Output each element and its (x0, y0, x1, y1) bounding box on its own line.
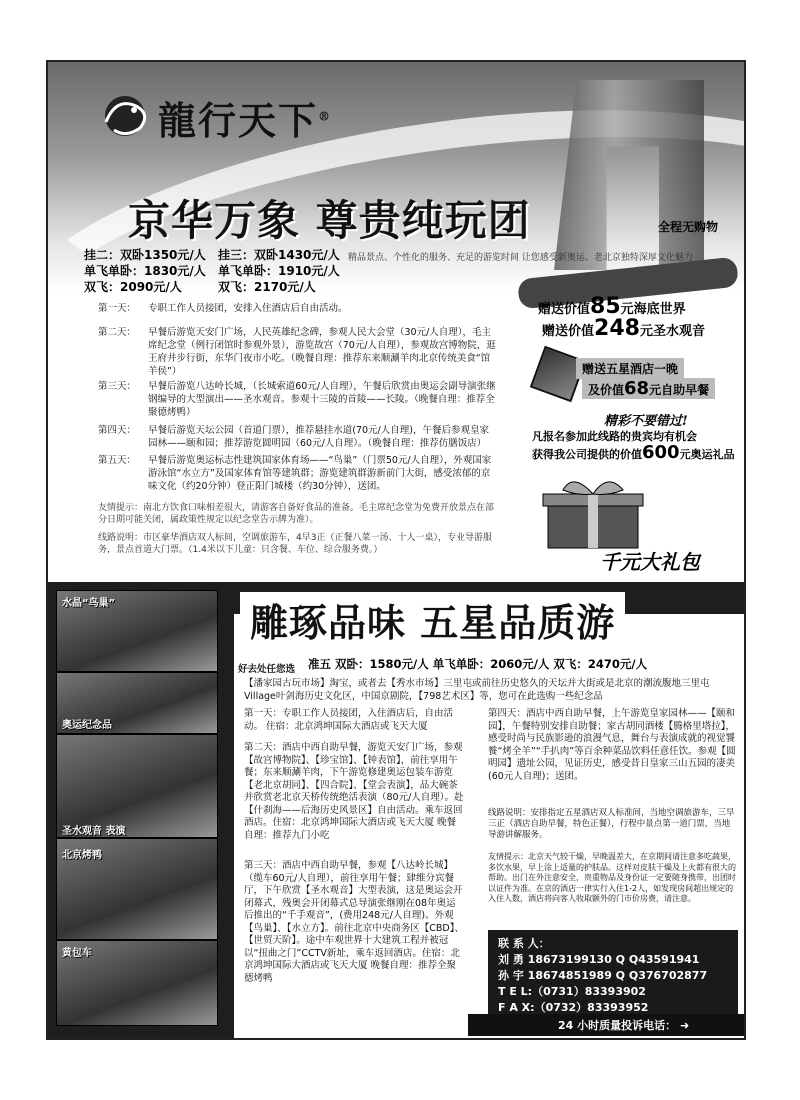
day-label: 第四天： (488, 708, 527, 719)
itinerary-day-2 (98, 326, 498, 378)
tips-text: 南北方饮食口味相差很大，请游客自备好食品的准备。毛主席纪念堂为免费开放景点在部分日期可能关闭，属政策性规定以纪念堂告示牌为准）。 (98, 503, 495, 525)
itinerary-day-4 (98, 424, 498, 450)
gift-4-line1: 凡报名参加此线路的贵宾均有机会 (532, 430, 697, 443)
arrow-right-icon: ➜ (679, 1019, 690, 1032)
contact-person-1: 刘 勇 18673199130 Q Q43591941 (498, 953, 700, 966)
price-1: 挂二：双卧1350元/人 (84, 248, 206, 262)
gift-4-num: 600 (642, 442, 680, 463)
day-text: 酒店中西自助早餐，上午游览皇家园林——【颐和园】，午餐特别安排自助餐；家古胡同酒楼【腾格里塔拉】，感受时尚与民族影逊的浪漫气息，舞台与表演成就的视觉饕餮“烤全羊”“手扒肉”等百余种菜品饮料任意任饮。参观【圆明园】遗址公园，见证历史，感受昔日皇家三山五园的凄美(60元人自理)；送团。 (488, 708, 736, 782)
dragon-logo-icon (96, 92, 154, 140)
day-label: 第三天： (244, 860, 283, 871)
itinerary-day-3 (98, 380, 498, 419)
day-text: 酒店中西自助早餐，参观【八达岭长城】（缆车60元/人自理），前往享用午餐；肆维分宾餐厅，下午欣赏【圣水观音】大型表演，这是奥运会开闭幕式，残奥会开闭幕式总导演张继刚在08年奥运后推出的“千手观音”，(费用248元/人自理)。外观【鸟巢】、【水立方】。前往北京中央商务区【CBD】、【世贸天阶】。途中车观世界十大建筑工程并被冠以“扭曲之门”CCTV新址，乘车返回酒店。住宿：北京鸿坤国际大酒店或飞天大厦 晚餐自理：推荐全聚德烤鸭 (244, 860, 464, 984)
top-tips (98, 502, 498, 526)
day-text: 酒店中西自助早餐，游览天安门广场，参观【故宫博物院】、【珍宝馆】、【钟表馆】，前往享用午餐；东来顺涮羊肉，下午游览修建奥运包装车游览【老北京胡同】、【四合院】、【堂会表演】，品大碗茶并欣赏老北京天桥传统绝活表演（80元/人自理）。赴【什刹海——后海历史风景区】自由活动。乘车返回酒店。住宿：北京鸿坤国际大酒店或飞天大厦 晚餐自理：推荐九门小吃 (244, 742, 464, 841)
day-text: 早餐后游览天坛公园（首道门票），推荐悬挂水道(70元/人自理)，午餐后参观皇家园林——颐和园；推荐游览圆明园（60元/人自理）。（晚餐自理：推荐仿膳饭店） (148, 425, 489, 449)
gift-3-pre: 及价值 (588, 383, 625, 397)
gift-3 (582, 378, 715, 399)
itinerary-day-5 (98, 454, 498, 493)
bottom-headline: 雕琢品味 五星品质游 (240, 592, 625, 647)
price-3: 单飞单卧：1830元/人 (84, 264, 206, 278)
caption-4: 北京烤鸭 (62, 850, 102, 861)
bottom-route (488, 808, 738, 841)
price-5: 双飞：2090元/人 (84, 280, 182, 294)
gift-4-pre: 获得我公司提供的价值 (532, 448, 642, 461)
contact-title: 联 系 人： (498, 937, 550, 950)
grand-gift-label: 千元大礼包 (600, 550, 700, 574)
bottom-price-line: 准五 双卧：1580元/人 单飞单卧：2060元/人 双飞：2470元/人 (308, 657, 648, 671)
note-text: 市区豪华酒店双人标间，空调旅游车，4早3正（正餐八菜一汤、十人一桌），专业导游服务，景点首道大门票。（1.4米以下儿童：只含餐、车位、综合服务费。） (98, 533, 492, 555)
brand-name (158, 90, 332, 145)
bottom-day-3 (244, 860, 464, 985)
gift-4-post: 元奥运礼品 (679, 448, 735, 461)
caption-5: 黄包车 (62, 948, 92, 959)
day-text: 早餐后游览天安门广场，人民英雄纪念碑，参观人民大会堂（30元/人自理），毛主席纪念堂（例行闭馆时参观外景），游览故宫（70元/人自理），参观故宫博物院，逛王府井步行街，东华门夜市小吃。（晚餐自理：推荐东来顺涮羊肉北京传统美食“馆羊侯”） (148, 327, 496, 377)
brand-text: 龍行天下 (158, 98, 319, 143)
route-label: 线路说明： (488, 808, 531, 818)
price-6: 双飞：2170元/人 (218, 280, 316, 294)
note-label: 线路说明： (98, 533, 144, 543)
gift-box-icon (538, 472, 648, 552)
day-text: 早餐后游览奥运标志性建筑国家体育场——“鸟巢”（门票50元/人自理），外观国家游泳馆“水立方”及国家体育馆等建筑群；游览建筑群游新前门大街，感受浓郁的京味文化（约20分钟）登正阳门城楼（约30分钟），送团。 (148, 455, 492, 492)
intro-text: 【潘家园古玩市场】淘宝，或者去【秀水市场】三里屯或前往历史悠久的天坛并大街或是北京的潮流腹地三里屯Village叶剑海历史文化区，中国京剧院，【798艺术区】等，您可在此选购一些纪念品 (244, 678, 710, 702)
registered-mark: ® (318, 109, 333, 124)
day-label: 第一天： (244, 708, 283, 719)
contact-person-2: 孙 宇 18674851989 Q Q376702877 (498, 969, 708, 982)
bottom-tips (488, 852, 738, 905)
complaint-hotline (468, 1014, 744, 1036)
bottom-day-4 (488, 708, 738, 783)
gift-2-pre: 赠送价值 (542, 324, 595, 339)
caption-3: 圣水观音 表演 (62, 826, 126, 837)
day-label: 第二天： (98, 327, 137, 338)
gift-1-pre: 赠送价值 (538, 302, 591, 317)
gift-1-post: 元海底世界 (620, 302, 686, 317)
day-label: 第一天： (98, 303, 137, 314)
contact-box (488, 930, 738, 1022)
day-label: 第四天： (98, 425, 137, 436)
tips-text: 北京天气较干燥，早晚温差大，在京期间请注意多吃蔬果，多饮水果，早上涂上适量的护肤品。这样对皮肤干燥及上火都有很大的帮助。出门在外注意安全，贵重物品及身份证一定要随身携带，出团时以证件为准。在京的酒店一律实行入住1-2人，如发现房间超出规定的入住人数，酒店将向客人收取额外的门市价房费，请注意。 (488, 852, 736, 903)
itinerary-day-1 (98, 302, 498, 315)
top-tagline: 精品景点、个性化的服务、充足的游览时间 让您感受新奥运、老北京独特深厚文化魅力 (348, 253, 693, 263)
price-4: 单飞单卧：1910元/人 (218, 264, 340, 278)
gift-4 (532, 442, 735, 463)
day-label: 第五天： (98, 455, 137, 466)
gift-2 (542, 316, 705, 341)
contact-tel: T E L:（0731）83393902 (498, 985, 646, 998)
complaint-label: 24 小时质量投诉电话： (558, 1019, 677, 1032)
poster (46, 60, 746, 1040)
day-text: 专职工作人员接团，入住酒店后，自由活动。 住宿：北京鸿坤国际大酒店或飞天大厦 (244, 708, 454, 732)
day-text: 专职工作人员接团，安排入住酒店后自由活动。 (148, 303, 348, 314)
route-text: 安排指定五星酒店双人标准间，当地空调旅游车，三早三正（酒店自助早餐，特色正餐），行程中景点第一道门票，当地导游讲解服务。 (488, 808, 735, 840)
gift-2-post: 元圣水观音 (639, 324, 705, 339)
top-route-note (98, 532, 498, 556)
bottom-day-1 (244, 708, 464, 733)
tips-label: 友情提示： (488, 852, 528, 861)
price-2: 挂三：双卧1430元/人 (218, 248, 340, 262)
contact-fax: F A X:（0732）83393952 (498, 1001, 649, 1014)
day-label: 第三天： (98, 381, 137, 392)
top-headline: 京华万象 尊贵纯玩团 (128, 196, 531, 245)
day-label: 第二天： (244, 742, 283, 753)
day-text: 早餐后游览八达岭长城，（长城索道60元/人自理），午餐后欣赏由奥运会副导演张继钢编导的大型演出——圣水观音。参观十三陵的首陵——长陵。（晚餐自理：推荐全聚德烤鸭） (148, 381, 496, 418)
bottom-day-2 (244, 742, 464, 842)
gift-3-post: 元自助早餐 (649, 383, 710, 397)
tips-label: 友情提示： (98, 503, 144, 513)
gift-slogan: 精彩不要错过! (604, 414, 688, 429)
caption-2: 奥运纪念品 (62, 720, 112, 731)
gift-2-num: 248 (594, 316, 640, 341)
caption-1: 水晶“鸟巢” (62, 598, 116, 609)
gift-1-num: 85 (590, 294, 621, 319)
intro-title: 好去处任您选 (238, 664, 296, 675)
top-subhead: 全程无购物 (658, 220, 719, 234)
gift-3-line1: 赠送五星酒店一晚 (576, 358, 684, 379)
gift-3-num: 68 (624, 378, 650, 399)
